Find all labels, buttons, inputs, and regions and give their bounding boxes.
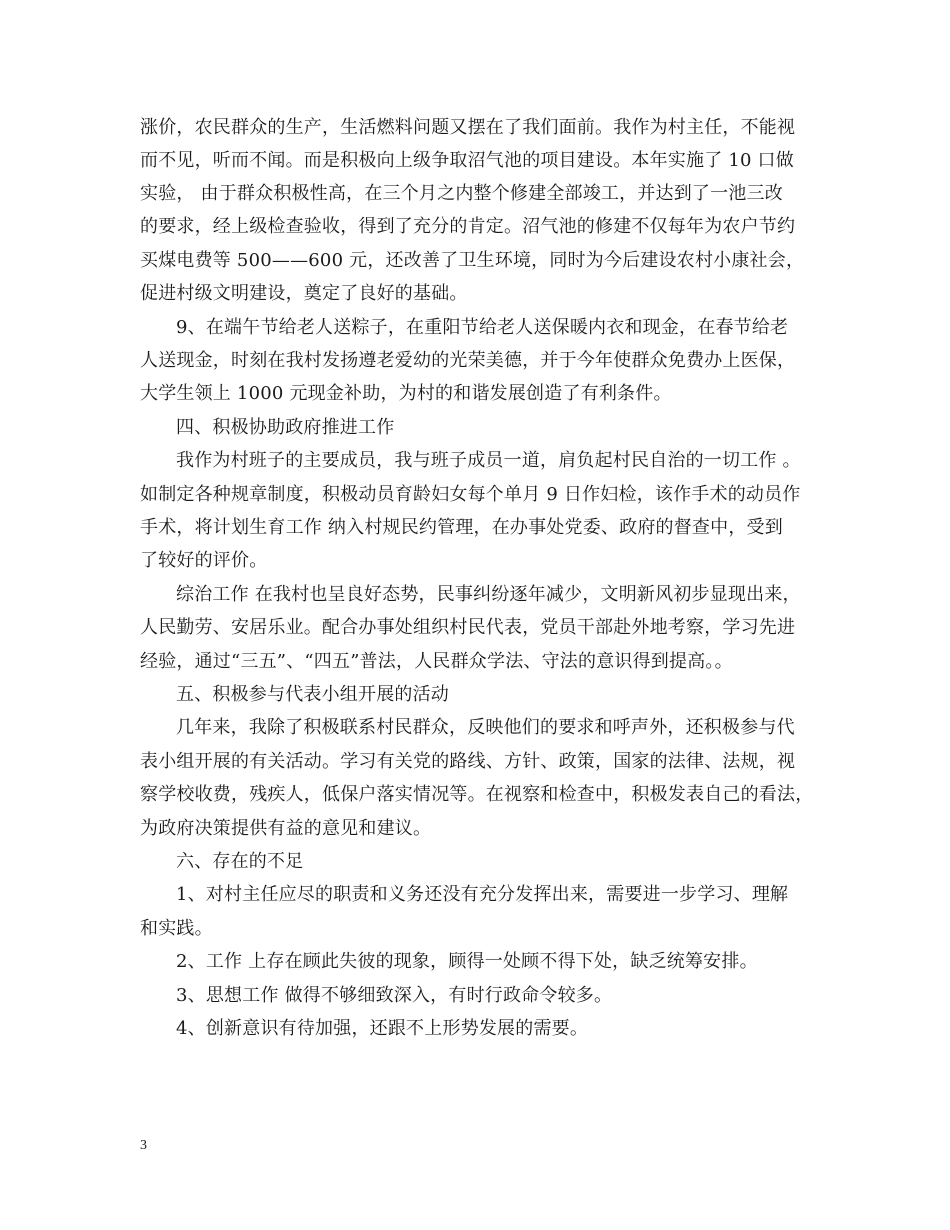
text-line: 2、工作 上存在顾此失彼的现象，顾得一处顾不得下处，缺乏统筹安排。 (176, 951, 758, 972)
text-line: 综治工作 在我村也呈良好态势，民事纠纷逐年减少，文明新风初步显现出来， (176, 584, 801, 605)
text-line: 人民勤劳、安居乐业。配合办事处组织村民代表，党员干部赴外地考察，学习先进 (140, 617, 796, 638)
text-line: 实验， 由于群众积极性高，在三个月之内整个修建全部竣工，并达到了一池三改 (140, 183, 783, 204)
text-line: 9、在端午节给老人送粽子，在重阳节给老人送保暖内衣和现金，在春节给老 (176, 317, 789, 338)
text-line: 涨价，农民群众的生产，生活燃料问题又摆在了我们面前。我作为村主任，不能视 (140, 117, 796, 138)
section-heading: 六、存在的不足 (176, 851, 304, 872)
section-heading: 五、积极参与代表小组开展的活动 (176, 684, 449, 705)
text-line: 经验，通过“三五”、“四五”普法，人民群众学法、守法的意识得到提高。。 (140, 651, 733, 672)
text-line: 和实践。 (140, 918, 213, 939)
text-line: 3、思想工作 做得不够细致深入，有时行政命令较多。 (176, 985, 613, 1006)
text-line: 手术，将计划生育工作 纳入村规民约管理，在办事处党委、政府的督查中，受到 (140, 517, 783, 538)
text-line: 表小组开展的有关活动。学习有关党的路线、方针、政策，国家的法律、法规，视 (140, 751, 796, 772)
text-line: 为政府决策提供有益的意见和建议。 (140, 818, 432, 839)
text-line: 促进村级文明建设，奠定了良好的基础。 (140, 283, 468, 304)
text-line: 4、创新意识有待加强，还跟不上形势发展的需要。 (176, 1018, 589, 1039)
text-line: 了较好的评价。 (140, 550, 268, 571)
text-line: 人送现金，时刻在我村发扬遵老爱幼的光荣美德，并于今年使群众免费办上医保， (140, 350, 796, 371)
page-number: 3 (140, 1138, 147, 1153)
text-line: 大学生领上 1000 元现金补助，为村的和谐发展创造了有利条件。 (140, 383, 672, 404)
text-line: 而不见，听而不闻。而是积极向上级争取沼气池的项目建设。本年实施了 10 口做 (140, 150, 794, 171)
text-line: 的要求，经上级检查验收，得到了充分的肯定。沼气池的修建不仅每年为农户节约 (140, 216, 796, 237)
text-line: 我作为村班子的主要成员，我与班子成员一道，肩负起村民自治的一切工作 。 (176, 450, 801, 471)
text-line: 几年来，我除了积极联系村民群众，反映他们的要求和呼声外，还积极参与代 (176, 717, 795, 738)
text-line: 1、对村主任应尽的职责和义务还没有充分发挥出来，需要进一步学习、理解 (176, 884, 789, 905)
text-line: 察学校收费，残疾人，低保户落实情况等。在视察和检查中，积极发表自己的看法， (140, 784, 814, 805)
text-line: 如制定各种规章制度，积极动员育龄妇女每个单月 9 日作妇检，该作手术的动员作 (140, 484, 801, 505)
section-heading: 四、积极协助政府推进工作 (176, 417, 395, 438)
text-line: 买煤电费等 500——600 元，还改善了卫生环境，同时为今后建设农村小康社会， (140, 250, 805, 271)
